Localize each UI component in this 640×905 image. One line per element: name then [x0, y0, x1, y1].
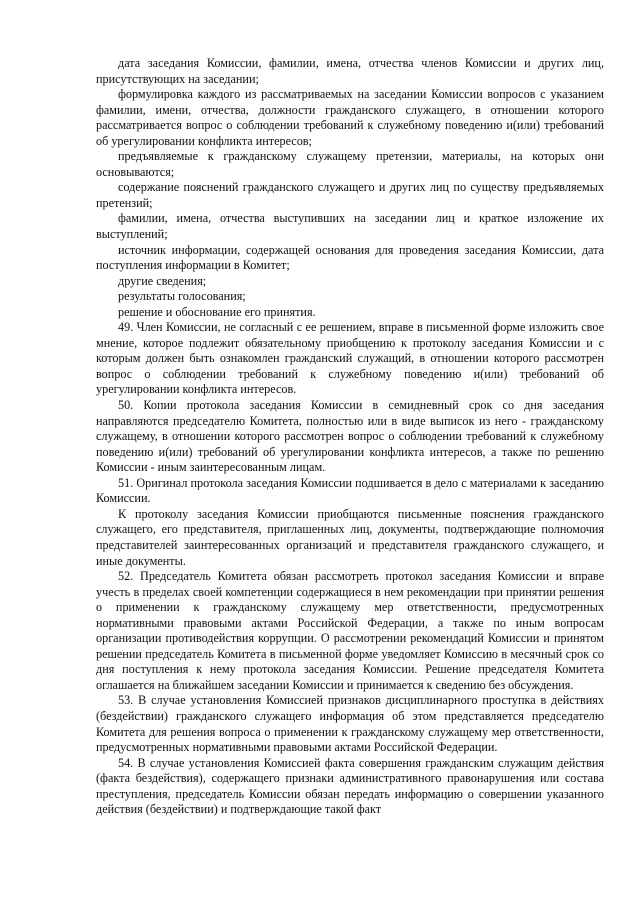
protocol-item-claims: предъявляемые к гражданскому служащему претензии, материалы, на которых они основываются;	[96, 149, 604, 179]
clause-52: 52. Председатель Комитета обязан рассмотреть протокол заседания Комиссии и вправе учесть в пределах своей компетенции содержащиеся в нем рекомендации при принятии решения о применении к гражданскому служащему мер ответственности, предусмотренных нормативными правовыми актами Российской Федерации, а также по иным вопросам организации противодействия коррупции. О рассмотрении рекомендаций Комиссии и принятом решении председатель Комитета в письменной форме уведомляет Комиссию в месячный срок со дня поступления к нему протокола заседания Комиссии. Решение председателя Комитета оглашается на ближайшем заседании Комиссии и принимается к сведению без обсуждения.	[96, 569, 604, 692]
protocol-item-other-info: другие сведения;	[118, 273, 207, 288]
clause-49: 49. Член Комиссии, не согласный с ее решением, вправе в письменной форме изложить свое мнение, которое подлежит обязательному приобщению к протоколу заседания Комиссии и с которым должен быть ознакомлен гражданский служащий, в отношении которого рассмотрен вопрос о соблюдении требований к служебному поведению и(или) требований об урегулировании конфликта интересов.	[96, 320, 604, 397]
clause-51: 51. Оригинал протокола заседания Комиссии подшивается в дело с материалами к заседанию Комиссии.	[96, 475, 604, 506]
protocol-item-questions-wording: формулировка каждого из рассматриваемых на заседании Комиссии вопросов с указанием фамилии, имени, отчества, должности гражданского служащего, в отношении которого рассматривается вопрос о соблюдении требований к служебному поведению и(или) требований об урегулировании конфликта интересов;	[96, 87, 604, 148]
protocol-item-meeting-date: дата заседания Комиссии, фамилии, имена, отчества членов Комиссии и других лиц, присутствующих на заседании;	[96, 56, 604, 86]
protocol-item-decision: решение и обоснование его принятия.	[118, 304, 316, 319]
protocol-item-info-source: источник информации, содержащей основания для проведения заседания Комиссии, дата поступления информации в Комитет;	[96, 242, 604, 273]
clause-53: 53. В случае установления Комиссией признаков дисциплинарного проступка в действиях (бездействии) гражданского служащего информация об этом представляется председателю Комитета для решения вопроса о применении к гражданскому служащему мер ответственности, предусмотренных нормативными правовыми актами Российской Федерации.	[96, 693, 604, 755]
clause-54: 54. В случае установления Комиссией факта совершения гражданским служащим действия (факта бездействия), содержащего признаки административного правонарушения или состава преступления, председатель Комиссии обязан передать информацию о совершении указанного действия (бездействии) и подтверждающие такой факт	[96, 755, 604, 817]
protocol-item-voting-results: результаты голосования;	[118, 289, 246, 304]
clause-51-attachments: К протоколу заседания Комиссии приобщаются письменные пояснения гражданского служащего, его представителя, приглашенных лиц, документы, подтверждающие полномочия представителей заинтересованных организаций и представителя гражданского служащего, и иные документы.	[96, 506, 604, 568]
protocol-item-explanations: содержание пояснений гражданского служащего и других лиц по существу предъявляемых претензий;	[96, 180, 604, 210]
clause-50: 50. Копии протокола заседания Комиссии в семидневный срок со дня заседания направляются председателю Комитета, полностью или в виде выписок из него - гражданскому служащему, в отношении которого рассмотрен вопрос о соблюдении требований к служебному поведению и(или) требований об урегулировании конфликта интересов, а также по решению Комиссии - иным заинтересованным лицам.	[96, 398, 604, 475]
protocol-item-speakers: фамилии, имена, отчества выступивших на заседании лиц и краткое изложение их выступлений;	[96, 211, 604, 242]
document-page	[96, 56, 604, 818]
